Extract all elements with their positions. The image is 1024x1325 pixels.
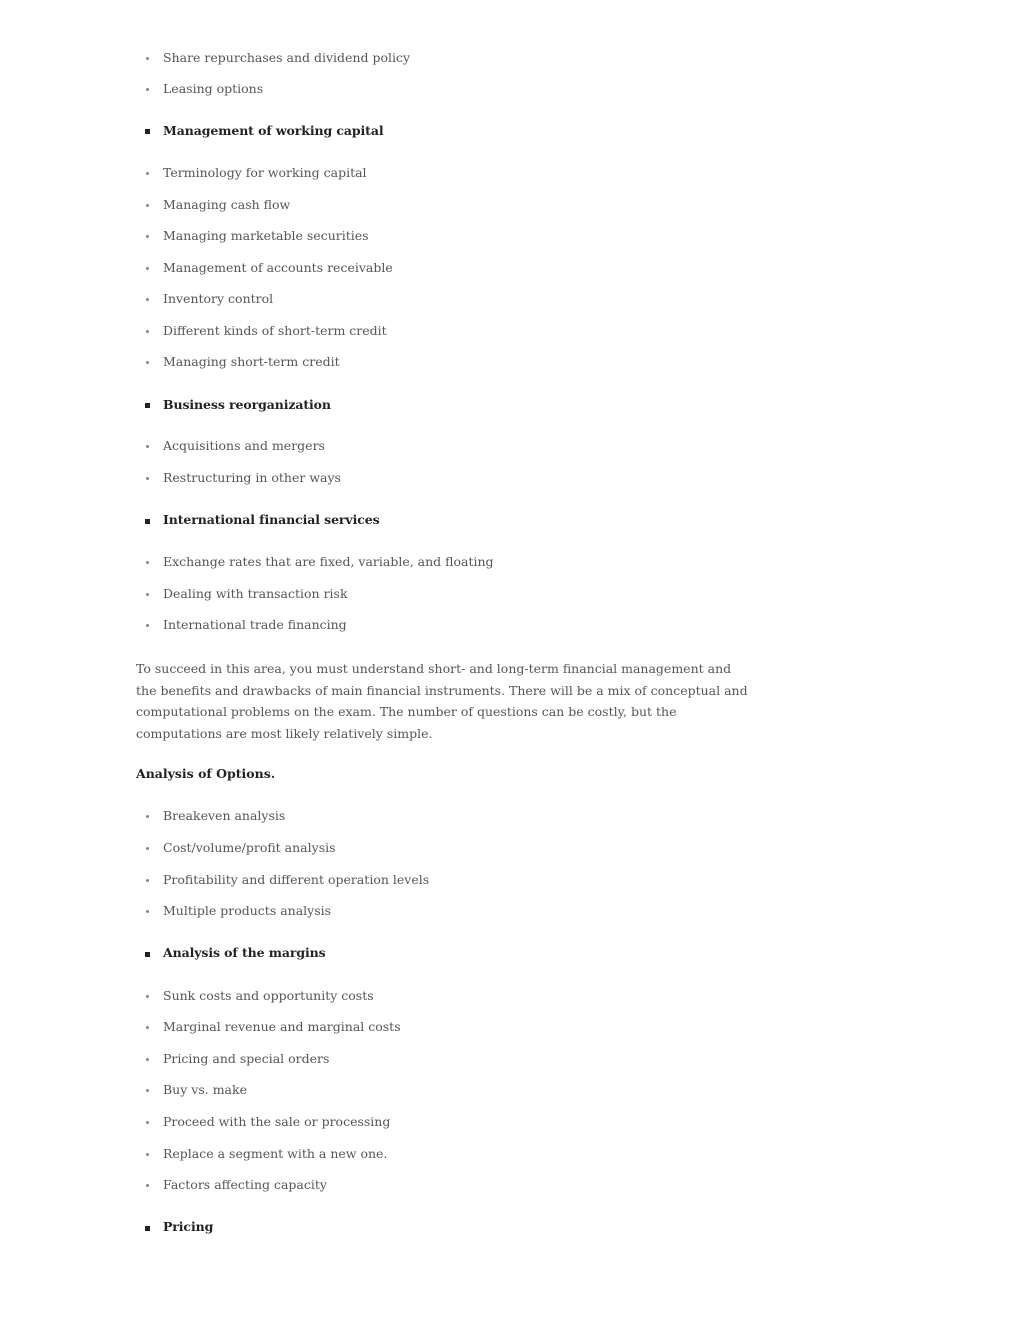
list-item: Dealing with transaction risk [163, 586, 348, 601]
list-item: Profitability and different operation levels [163, 872, 430, 887]
paragraph-line: the benefits and drawbacks of main financial instruments. There will be a mix of conceptual and [136, 682, 748, 698]
subheading: Analysis of Options. [136, 766, 276, 781]
list-item: Multiple products analysis [163, 903, 332, 918]
bullet-dot-icon [146, 561, 149, 564]
list-item: Breakeven analysis [163, 808, 286, 823]
bullet-dot-icon [146, 593, 149, 596]
bullet-dot-icon [146, 204, 149, 207]
bullet-dot-icon [146, 995, 149, 998]
list-item: Acquisitions and mergers [163, 438, 325, 453]
list-item: Pricing and special orders [163, 1051, 330, 1066]
bullet-dot-icon [146, 815, 149, 818]
list-item: Share repurchases and dividend policy [163, 50, 411, 65]
section-heading: Pricing [163, 1219, 214, 1234]
bullet-square-icon [145, 403, 150, 408]
list-item: Exchange rates that are fixed, variable, and floating [163, 554, 494, 569]
list-item: Different kinds of short-term credit [163, 323, 387, 338]
list-item: Factors affecting capacity [163, 1177, 327, 1192]
list-item: Managing short-term credit [163, 354, 340, 369]
bullet-square-icon [145, 1226, 150, 1231]
bullet-dot-icon [146, 1153, 149, 1156]
paragraph-line: computations are most likely relatively simple. [136, 726, 433, 742]
bullet-dot-icon [146, 879, 149, 882]
bullet-dot-icon [146, 1026, 149, 1029]
bullet-dot-icon [146, 624, 149, 627]
body-paragraph [136, 658, 748, 745]
bullet-dot-icon [146, 477, 149, 480]
bullet-dot-icon [146, 361, 149, 364]
bullet-square-icon [145, 952, 150, 957]
bullet-dot-icon [146, 445, 149, 448]
section-heading: International financial services [163, 512, 380, 527]
list-item: Managing marketable securities [163, 228, 369, 243]
list-item: Management of accounts receivable [163, 260, 393, 275]
bullet-dot-icon [146, 267, 149, 270]
bullet-dot-icon [146, 57, 149, 60]
list-item: Restructuring in other ways [163, 470, 341, 485]
list-item: Marginal revenue and marginal costs [163, 1019, 401, 1034]
bullet-dot-icon [146, 1089, 149, 1092]
section-heading: Business reorganization [163, 397, 331, 412]
bullet-dot-icon [146, 847, 149, 850]
bullet-square-icon [145, 129, 150, 134]
bullet-dot-icon [146, 235, 149, 238]
list-item: Replace a segment with a new one. [163, 1146, 388, 1161]
list-item: Proceed with the sale or processing [163, 1114, 391, 1129]
bullet-dot-icon [146, 330, 149, 333]
bullet-dot-icon [146, 1058, 149, 1061]
list-item: International trade financing [163, 617, 347, 632]
bullet-dot-icon [146, 1121, 149, 1124]
bullet-dot-icon [146, 88, 149, 91]
bullet-dot-icon [146, 298, 149, 301]
list-item: Buy vs. make [163, 1082, 247, 1097]
list-item: Cost/volume/profit analysis [163, 840, 336, 855]
list-item: Managing cash flow [163, 197, 291, 212]
bullet-dot-icon [146, 910, 149, 913]
bullet-dot-icon [146, 1184, 149, 1187]
list-item: Sunk costs and opportunity costs [163, 988, 374, 1003]
list-item: Leasing options [163, 81, 264, 96]
paragraph-line: computational problems on the exam. The number of questions can be costly, but the [136, 704, 677, 720]
list-item: Inventory control [163, 291, 274, 306]
paragraph-line: To succeed in this area, you must understand short- and long-term financial management and [136, 661, 732, 676]
list-item: Terminology for working capital [163, 165, 367, 180]
section-heading: Management of working capital [163, 123, 384, 138]
section-heading: Analysis of the margins [163, 945, 326, 960]
bullet-square-icon [145, 519, 150, 524]
bullet-dot-icon [146, 172, 149, 175]
